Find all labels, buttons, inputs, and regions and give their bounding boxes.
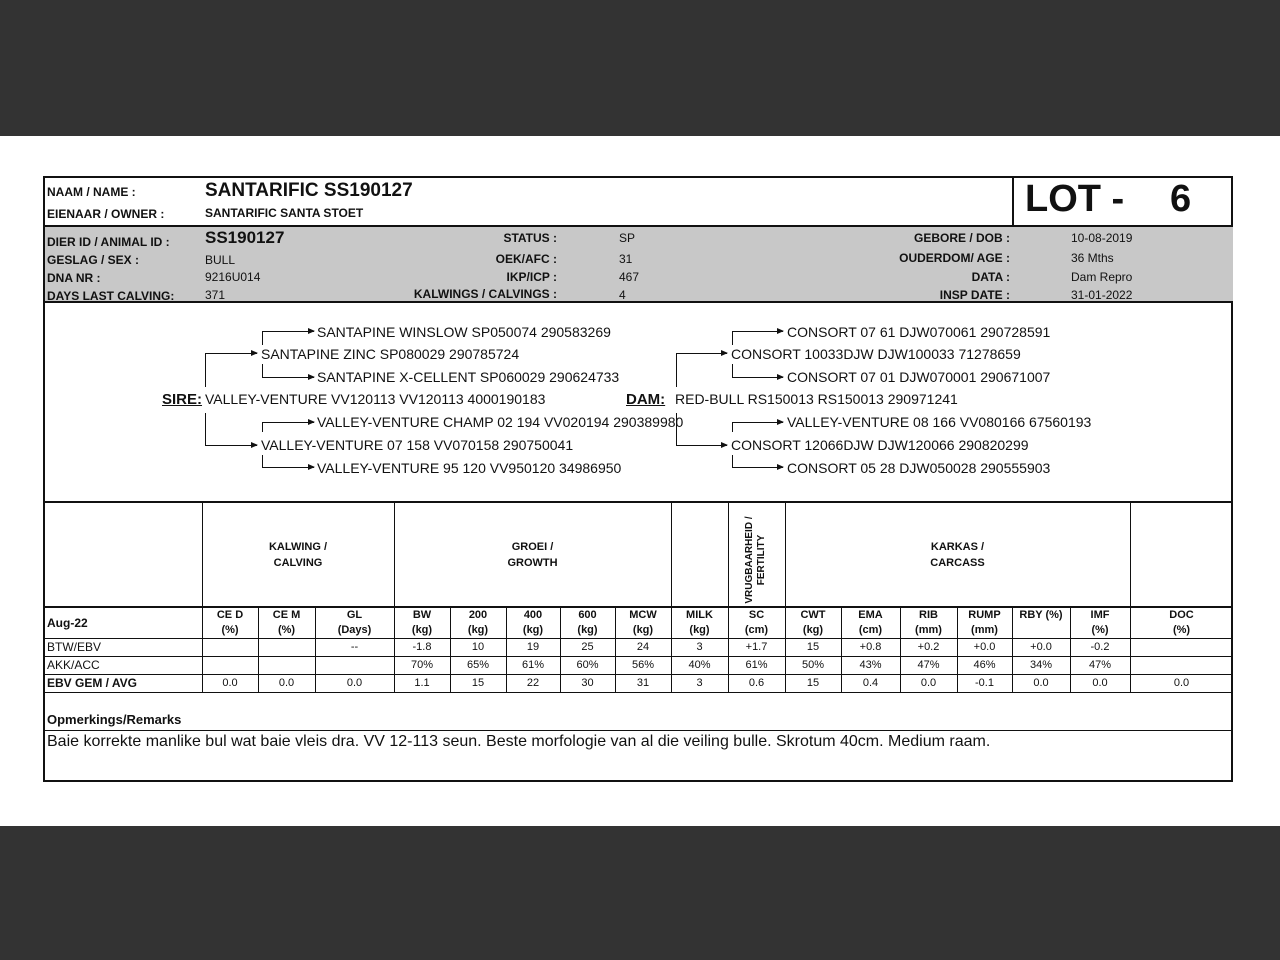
sire-name: VALLEY-VENTURE VV120113 VV120113 4000190183 xyxy=(205,391,546,407)
ebv-col-unit: (kg) xyxy=(632,624,654,636)
sex-value: BULL xyxy=(205,253,236,267)
ebv-col-header xyxy=(615,608,671,638)
ebv-col-header xyxy=(315,608,394,638)
ebv-col-name: DOC xyxy=(1169,609,1194,621)
ebv-col-name: MCW xyxy=(629,609,657,621)
ebv-cell: -0.2 xyxy=(1090,641,1110,653)
ebv-cell: 46% xyxy=(973,659,996,671)
ebv-row-label: EBV GEM / AVG xyxy=(47,676,138,690)
ebv-cell: +0.0 xyxy=(973,641,996,653)
calving-group-line2: CALVING xyxy=(273,557,323,569)
ebv-col-header xyxy=(1130,608,1233,638)
animal-id-value: SS190127 xyxy=(205,228,285,247)
dam-dam-sire-arrow xyxy=(732,422,783,423)
ebv-col-header xyxy=(506,608,560,638)
ebv-col-name: 600 xyxy=(578,609,597,621)
icp-value: 467 xyxy=(619,270,640,284)
ss-bracket-a xyxy=(262,331,263,345)
sire-upper-bracket xyxy=(205,353,206,387)
ebv-cell: 1.1 xyxy=(414,677,430,689)
ebv-row-label: BTW/EBV xyxy=(47,640,102,654)
ebv-cell: 65% xyxy=(466,659,490,671)
ebv-cell: 0.0 xyxy=(278,677,295,689)
dd-bracket-b xyxy=(732,455,733,467)
sd-bracket-a xyxy=(262,422,263,432)
afc-value: 31 xyxy=(619,252,633,266)
ebv-cell: 0.0 xyxy=(222,677,238,689)
ebv-cell: 15 xyxy=(806,677,820,689)
lot-divider xyxy=(1012,178,1014,225)
ebv-cell: 0.4 xyxy=(862,677,879,689)
ebv-col-name: CWT xyxy=(800,609,826,621)
days-label: DAYS LAST CALVING: xyxy=(47,289,175,303)
calvings-label: KALWINGS / CALVINGS : xyxy=(413,287,557,301)
calving-group-line1: KALWING / xyxy=(268,541,328,553)
ebv-col-name: CE M xyxy=(272,609,301,621)
dam-sire-arrow xyxy=(676,353,727,354)
ebv-cell: 56% xyxy=(631,659,655,671)
ebv-col-header xyxy=(900,608,957,638)
ebv-row1-border xyxy=(45,656,1233,657)
ebv-cell: 3 xyxy=(696,677,703,689)
sire-label: SIRE: xyxy=(162,391,203,408)
name-label: NAAM / NAME : xyxy=(47,185,136,199)
ebv-col-header xyxy=(394,608,450,638)
ebv-col-header xyxy=(560,608,615,638)
ebv-col-name: EMA xyxy=(858,609,883,621)
dam-name: RED-BULL RS150013 RS150013 290971241 xyxy=(675,391,958,407)
sire-dam-name: VALLEY-VENTURE 07 158 VV070158 290750041 xyxy=(261,437,574,453)
sire-dam-sire-arrow xyxy=(262,422,314,423)
ebv-col-header xyxy=(202,608,258,638)
dam-sire-name: CONSORT 10033DJW DJW100033 71278659 xyxy=(731,346,1021,362)
vline-groups-start xyxy=(202,501,203,692)
days-value: 371 xyxy=(205,288,226,302)
ebv-col-unit: (cm) xyxy=(744,624,769,636)
ebv-cell: 0.0 xyxy=(1173,677,1190,689)
details-band xyxy=(45,225,1233,303)
sire-dam-arrow xyxy=(205,445,257,446)
carcass-group-line2: CARCASS xyxy=(930,557,985,569)
sire-sire-name: SANTAPINE ZINC SP080029 290785724 xyxy=(261,346,520,362)
ebv-cell: 40% xyxy=(688,659,711,671)
ebv-cell: 10 xyxy=(471,641,485,653)
ebv-row2-border xyxy=(45,674,1233,675)
dob-value: 10-08-2019 xyxy=(1071,231,1133,245)
sire-sire-sire-name: SANTAPINE WINSLOW SP050074 290583269 xyxy=(317,324,611,340)
ebv-row-label: AKK/ACC xyxy=(47,658,100,672)
dam-sire-sire-name: CONSORT 07 61 DJW070061 290728591 xyxy=(787,324,1051,340)
ebv-cell: 22 xyxy=(526,677,540,689)
ebv-cell: 19 xyxy=(526,641,540,653)
ebv-cell: 15 xyxy=(471,677,485,689)
ebv-row3-border xyxy=(45,692,1233,693)
ebv-col-header xyxy=(841,608,900,638)
dob-label: GEBORE / DOB : xyxy=(913,231,1010,245)
ebv-cell: 3 xyxy=(696,641,703,653)
ebv-col-unit: (mm) xyxy=(971,624,998,636)
ebv-col-unit: (kg) xyxy=(411,624,433,636)
ebv-col-name: GL xyxy=(346,609,363,621)
ebv-col-unit: (kg) xyxy=(467,624,489,636)
ebv-col-name: IMF xyxy=(1090,609,1110,621)
ebv-col-unit: (%) xyxy=(221,624,239,636)
animal-name: SANTARIFIC SS190127 xyxy=(205,180,413,201)
calvings-value: 4 xyxy=(619,288,626,302)
fertility-group-label: VRUGBAARHEID / FERTILITY xyxy=(744,516,767,604)
sire-sire-dam-name: SANTAPINE X-CELLENT SP060029 290624733 xyxy=(317,369,620,385)
dam-dam-dam-arrow xyxy=(732,467,783,468)
age-label: OUDERDOM/ AGE : xyxy=(899,251,1010,265)
ebv-cell: 70% xyxy=(410,659,434,671)
dna-value: 9216U014 xyxy=(205,270,261,284)
ebv-col-unit: (%) xyxy=(1091,624,1109,636)
ebv-col-name: SC xyxy=(748,609,765,621)
ss-bracket-b xyxy=(262,364,263,378)
ebv-col-name: 400 xyxy=(523,609,543,621)
ebv-cell: 31 xyxy=(636,677,650,689)
sire-sire-dam-arrow xyxy=(262,377,314,378)
insp-label: INSP DATE : xyxy=(939,288,1010,302)
sire-sire-sire-arrow xyxy=(262,331,314,332)
dam-dam-arrow xyxy=(676,445,727,446)
sire-dam-dam-arrow xyxy=(262,467,314,468)
ebv-col-unit: (kg) xyxy=(689,624,710,636)
dam-dam-sire-name: VALLEY-VENTURE 08 166 VV080166 67560193 xyxy=(787,414,1092,430)
status-value: SP xyxy=(619,231,636,245)
ebv-cell: -1.8 xyxy=(412,641,432,653)
ebv-col-header xyxy=(1070,608,1130,638)
dam-label: DAM: xyxy=(626,391,666,408)
ebv-cell: 47% xyxy=(917,659,940,671)
lot-number: 6 xyxy=(1170,178,1192,220)
bottom-dark-band xyxy=(0,826,1280,960)
ebv-cell: +1.7 xyxy=(745,641,768,653)
ebv-cell: 0.0 xyxy=(1092,677,1108,689)
ebv-col-header xyxy=(258,608,315,638)
ebv-col-header xyxy=(728,608,785,638)
ebv-col-name: MILK xyxy=(686,609,713,621)
insp-value: 31-01-2022 xyxy=(1071,288,1133,302)
ebv-cell: +0.8 xyxy=(859,641,882,653)
ebv-cell: 15 xyxy=(806,641,820,653)
ebv-col-header xyxy=(1012,608,1070,623)
calving-group-label xyxy=(202,539,394,571)
remarks-text: Baie korrekte manlike bul wat baie vleis dra. VV 12-113 seun. Beste morfologie van al die veiling bulle. Skrotum 40cm. Medium raam. xyxy=(47,733,991,750)
ebv-cell: 0.0 xyxy=(920,677,937,689)
age-value: 36 Mths xyxy=(1071,251,1114,265)
sire-lower-bracket xyxy=(205,413,206,446)
afc-label: OEK/AFC : xyxy=(495,252,557,266)
ebv-col-name: RUMP xyxy=(968,609,1001,621)
ebv-top-border xyxy=(45,501,1233,503)
dam-sire-dam-name: CONSORT 07 01 DJW070001 290671007 xyxy=(787,369,1051,385)
ebv-col-header xyxy=(785,608,841,638)
ds-bracket-b xyxy=(732,364,733,378)
status-label: STATUS : xyxy=(503,231,557,245)
ebv-cell: 61% xyxy=(745,659,768,671)
data-label: DATA : xyxy=(971,270,1010,284)
ebv-cell: 0.6 xyxy=(748,677,765,689)
remarks-border xyxy=(45,730,1233,731)
dam-sire-sire-arrow xyxy=(732,331,783,332)
sire-dam-dam-name: VALLEY-VENTURE 95 120 VV950120 34986950 xyxy=(317,460,622,476)
ebv-col-name: RIB xyxy=(919,609,938,621)
ebv-col-unit: (kg) xyxy=(522,624,544,636)
ebv-col-unit: (%) xyxy=(1172,624,1191,636)
growth-group-line1: GROEI / xyxy=(511,541,554,553)
ebv-cell: 60% xyxy=(576,659,599,671)
sex-label: GESLAG / SEX : xyxy=(47,253,140,267)
ebv-col-unit: (kg) xyxy=(802,624,824,636)
growth-group-label xyxy=(394,539,671,571)
ebv-col-name: CE D xyxy=(216,609,244,621)
sd-bracket-b xyxy=(262,455,263,467)
ebv-cell: +0.2 xyxy=(917,641,940,653)
sire-sire-arrow xyxy=(205,353,257,354)
ebv-cell: 47% xyxy=(1088,659,1112,671)
ebv-head-border xyxy=(45,638,1233,639)
remarks-label: Opmerkings/Remarks xyxy=(47,712,182,727)
dam-sire-dam-arrow xyxy=(732,377,783,378)
ebv-col-header xyxy=(450,608,506,638)
ebv-cell: 24 xyxy=(636,641,650,653)
lot-card xyxy=(43,176,1233,782)
ebv-cell: +0.0 xyxy=(1030,641,1052,653)
data-value: Dam Repro xyxy=(1071,270,1133,284)
ebv-col-header xyxy=(671,608,728,638)
ebv-col-unit: (cm) xyxy=(858,624,883,636)
dam-dam-name: CONSORT 12066DJW DJW120066 290820299 xyxy=(731,437,1029,453)
ebv-cell: 61% xyxy=(521,659,545,671)
carcass-group-label xyxy=(785,539,1130,571)
top-dark-band xyxy=(0,0,1280,136)
owner-name: SANTARIFIC SANTA STOET xyxy=(205,206,364,220)
ebv-date: Aug-22 xyxy=(47,616,88,630)
ebv-cell: 0.0 xyxy=(346,677,363,689)
growth-group-line2: GROWTH xyxy=(507,557,558,569)
ebv-cell: 30 xyxy=(581,677,594,689)
ebv-cell: 25 xyxy=(581,641,594,653)
ebv-col-header xyxy=(957,608,1012,638)
ebv-col-unit: (Days) xyxy=(337,624,372,636)
ebv-cell: -- xyxy=(350,641,359,653)
ebv-col-name: 200 xyxy=(468,609,488,621)
icp-label: IKP/ICP : xyxy=(506,270,557,284)
ebv-cell: 43% xyxy=(859,659,882,671)
dd-bracket-a xyxy=(732,422,733,432)
dam-lower-bracket xyxy=(676,413,677,446)
vline-carcass-end xyxy=(1130,501,1131,692)
ebv-col-unit: (%) xyxy=(277,624,296,636)
ebv-cell: 50% xyxy=(801,659,825,671)
carcass-group-line1: KARKAS / xyxy=(930,541,985,553)
ebv-col-unit: (kg) xyxy=(577,624,598,636)
dam-upper-bracket xyxy=(676,353,677,387)
lot-label: LOT - xyxy=(1025,178,1125,220)
dna-label: DNA NR : xyxy=(47,271,101,285)
ebv-col-name: RBY (%) xyxy=(1019,609,1063,621)
ebv-col-name: BW xyxy=(412,609,432,621)
animal-id-label: DIER ID / ANIMAL ID : xyxy=(47,235,170,249)
sire-dam-sire-name: VALLEY-VENTURE CHAMP 02 194 VV020194 290389980 xyxy=(317,414,684,430)
ebv-cell: 0.0 xyxy=(1033,677,1049,689)
ds-bracket-a xyxy=(732,331,733,345)
ebv-cell: 34% xyxy=(1029,659,1053,671)
dam-dam-dam-name: CONSORT 05 28 DJW050028 290555903 xyxy=(787,460,1051,476)
owner-label: EIENAAR / OWNER : xyxy=(47,207,165,221)
ebv-col-unit: (mm) xyxy=(915,624,942,636)
ebv-cell: -0.1 xyxy=(975,677,994,689)
